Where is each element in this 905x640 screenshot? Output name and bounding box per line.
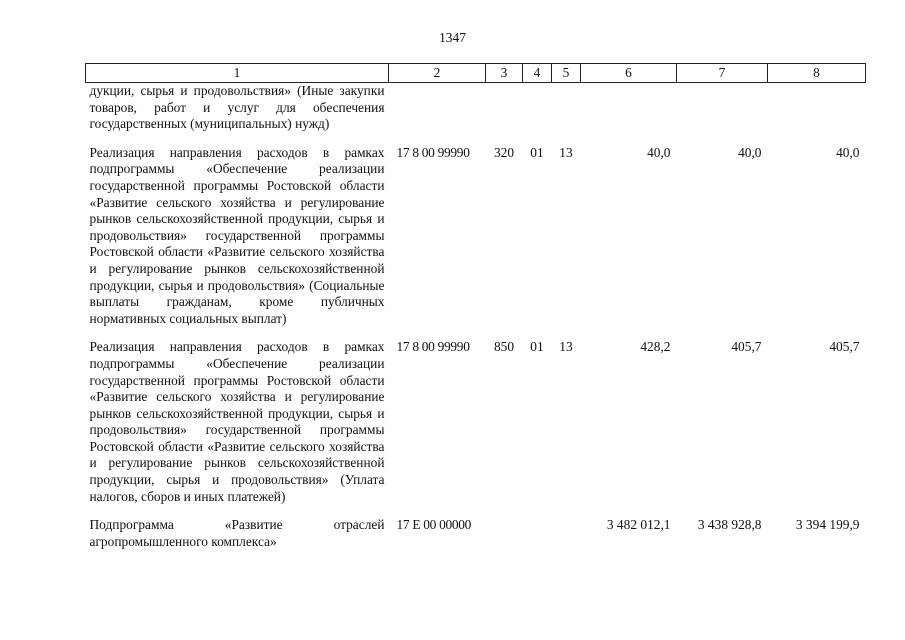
row-description: Подпрограмма «Развитие отраслей агропромышленного комплекса» <box>89 517 385 549</box>
row-expense-type: 850 <box>493 339 515 355</box>
header-col-8: 8 <box>768 64 866 83</box>
row-value-2: 405,7 <box>731 339 762 355</box>
header-row <box>86 64 866 83</box>
row-section <box>523 505 552 550</box>
page-number: 1347 <box>439 30 466 45</box>
header-col-4: 4 <box>523 64 552 83</box>
row-value-2: 3 438 928,8 <box>697 517 762 533</box>
row-subsection <box>552 83 581 133</box>
row-value-1: 428,2 <box>640 339 671 355</box>
row-description: дукции, сырья и продовольствия» (Иные закупки товаров, работ и услуг для обеспечения государственных (муниципальных) нужд) <box>89 83 385 132</box>
header-col-2: 2 <box>389 64 486 83</box>
budget-table <box>85 63 866 550</box>
row-target-code: 17 8 00 99990 <box>396 339 470 355</box>
table-row <box>86 133 866 328</box>
row-section <box>523 83 552 133</box>
row-target-code: 17 Е 00 00000 <box>396 517 472 533</box>
table-row <box>86 83 866 133</box>
row-section: 01 <box>530 339 544 355</box>
row-value-1: 40,0 <box>647 144 671 160</box>
row-expense-type: 320 <box>493 144 515 160</box>
row-description: Реализация направления расходов в рамках подпрограммы «Обеспечение реализации государственной программы Ростовской области «Развитие сельского хозяйства и регулирование рынков сельскохозяйственной продукции, сырья и продовольствия» государственной программы Ростовской области «Развитие сельского хозяйства и регулирование рынков сельскохозяйственной продукции, сырья и продовольствия» (Социальные выплаты гражданам, кроме публичных нормативных социальных выплат) <box>89 144 385 326</box>
header-col-3: 3 <box>486 64 523 83</box>
row-value-2: 40,0 <box>738 144 762 160</box>
header-col-7: 7 <box>677 64 768 83</box>
row-value-1 <box>581 83 677 133</box>
row-value-3: 405,7 <box>829 339 860 355</box>
row-subsection <box>552 505 581 550</box>
row-subsection: 13 <box>559 339 573 355</box>
table-row <box>86 505 866 550</box>
header-col-1: 1 <box>86 64 389 83</box>
row-value-3 <box>768 83 866 133</box>
row-value-2 <box>677 83 768 133</box>
row-value-1: 3 482 012,1 <box>606 517 671 533</box>
row-target-code <box>389 83 486 133</box>
header-col-5: 5 <box>552 64 581 83</box>
row-section: 01 <box>530 144 544 160</box>
row-expense-type <box>486 83 523 133</box>
row-expense-type <box>486 505 523 550</box>
row-subsection: 13 <box>559 144 573 160</box>
row-value-3: 40,0 <box>836 144 860 160</box>
row-description: Реализация направления расходов в рамках подпрограммы «Обеспечение реализации государственной программы Ростовской области «Развитие сельского хозяйства и регулирование рынков сельскохозяйственной продукции, сырья и продовольствия» государственной программы Ростовской области «Развитие сельского хозяйства и регулирование рынков сельскохозяйственной продукции, сырья и продовольствия» (Уплата налогов, сборов и иных платежей) <box>89 339 385 504</box>
table-row <box>86 327 866 505</box>
row-target-code: 17 8 00 99990 <box>396 144 470 160</box>
header-col-6: 6 <box>581 64 677 83</box>
row-value-3: 3 394 199,9 <box>795 517 860 533</box>
